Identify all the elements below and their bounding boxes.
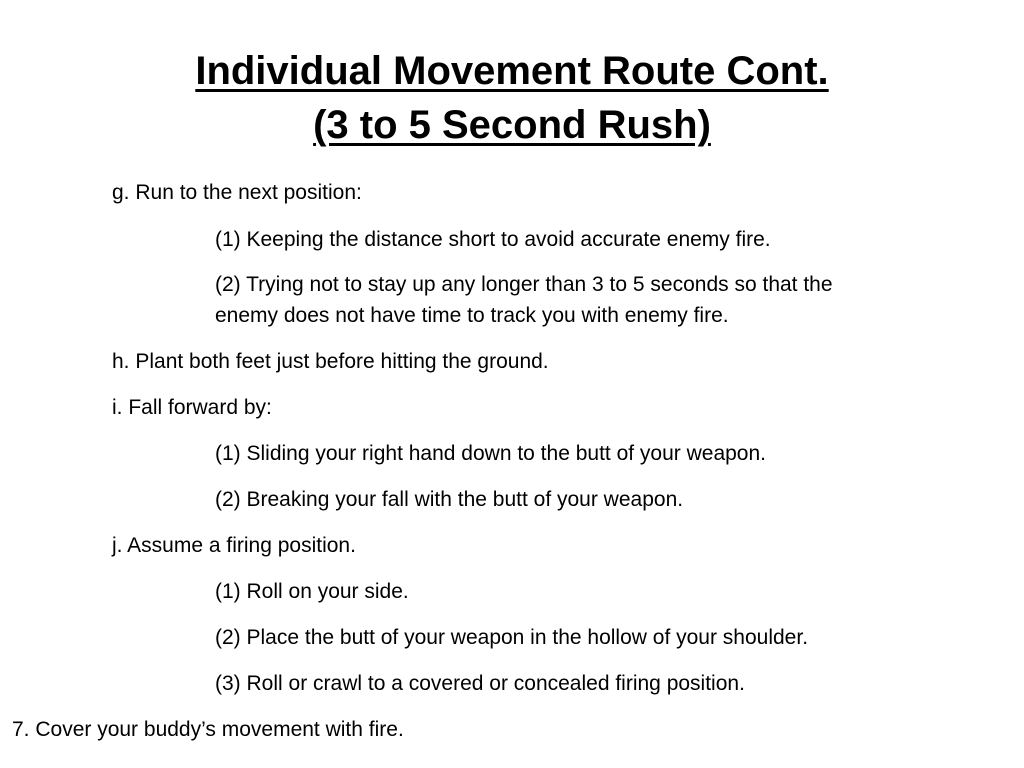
list-item-j-3: (3) Roll or crawl to a covered or concealed firing position. [215,672,745,695]
slide-title-line-2: (3 to 5 Second Rush) [313,103,711,147]
list-item-7: 7. Cover your buddy’s movement with fire. [12,718,404,741]
list-item-j-1: (1) Roll on your side. [215,580,409,603]
list-item-i-1: (1) Sliding your right hand down to the butt of your weapon. [215,442,767,465]
list-item-i: i. Fall forward by: [112,396,272,419]
list-item-g-2: (2) Trying not to stay up any longer than 3 to 5 seconds so that the [215,273,833,296]
list-item-g: g. Run to the next position: [112,181,362,204]
list-item-j-2: (2) Place the butt of your weapon in the hollow of your shoulder. [215,626,809,649]
list-item-g-1: (1) Keeping the distance short to avoid accurate enemy fire. [215,228,771,251]
list-item-g-2-continued: enemy does not have time to track you with enemy fire. [215,304,729,327]
list-item-h: h. Plant both feet just before hitting the ground. [112,350,549,373]
list-item-j: j. Assume a firing position. [112,534,356,557]
slide-title-line-1: Individual Movement Route Cont. [195,49,829,93]
list-item-i-2: (2) Breaking your fall with the butt of your weapon. [215,488,684,511]
